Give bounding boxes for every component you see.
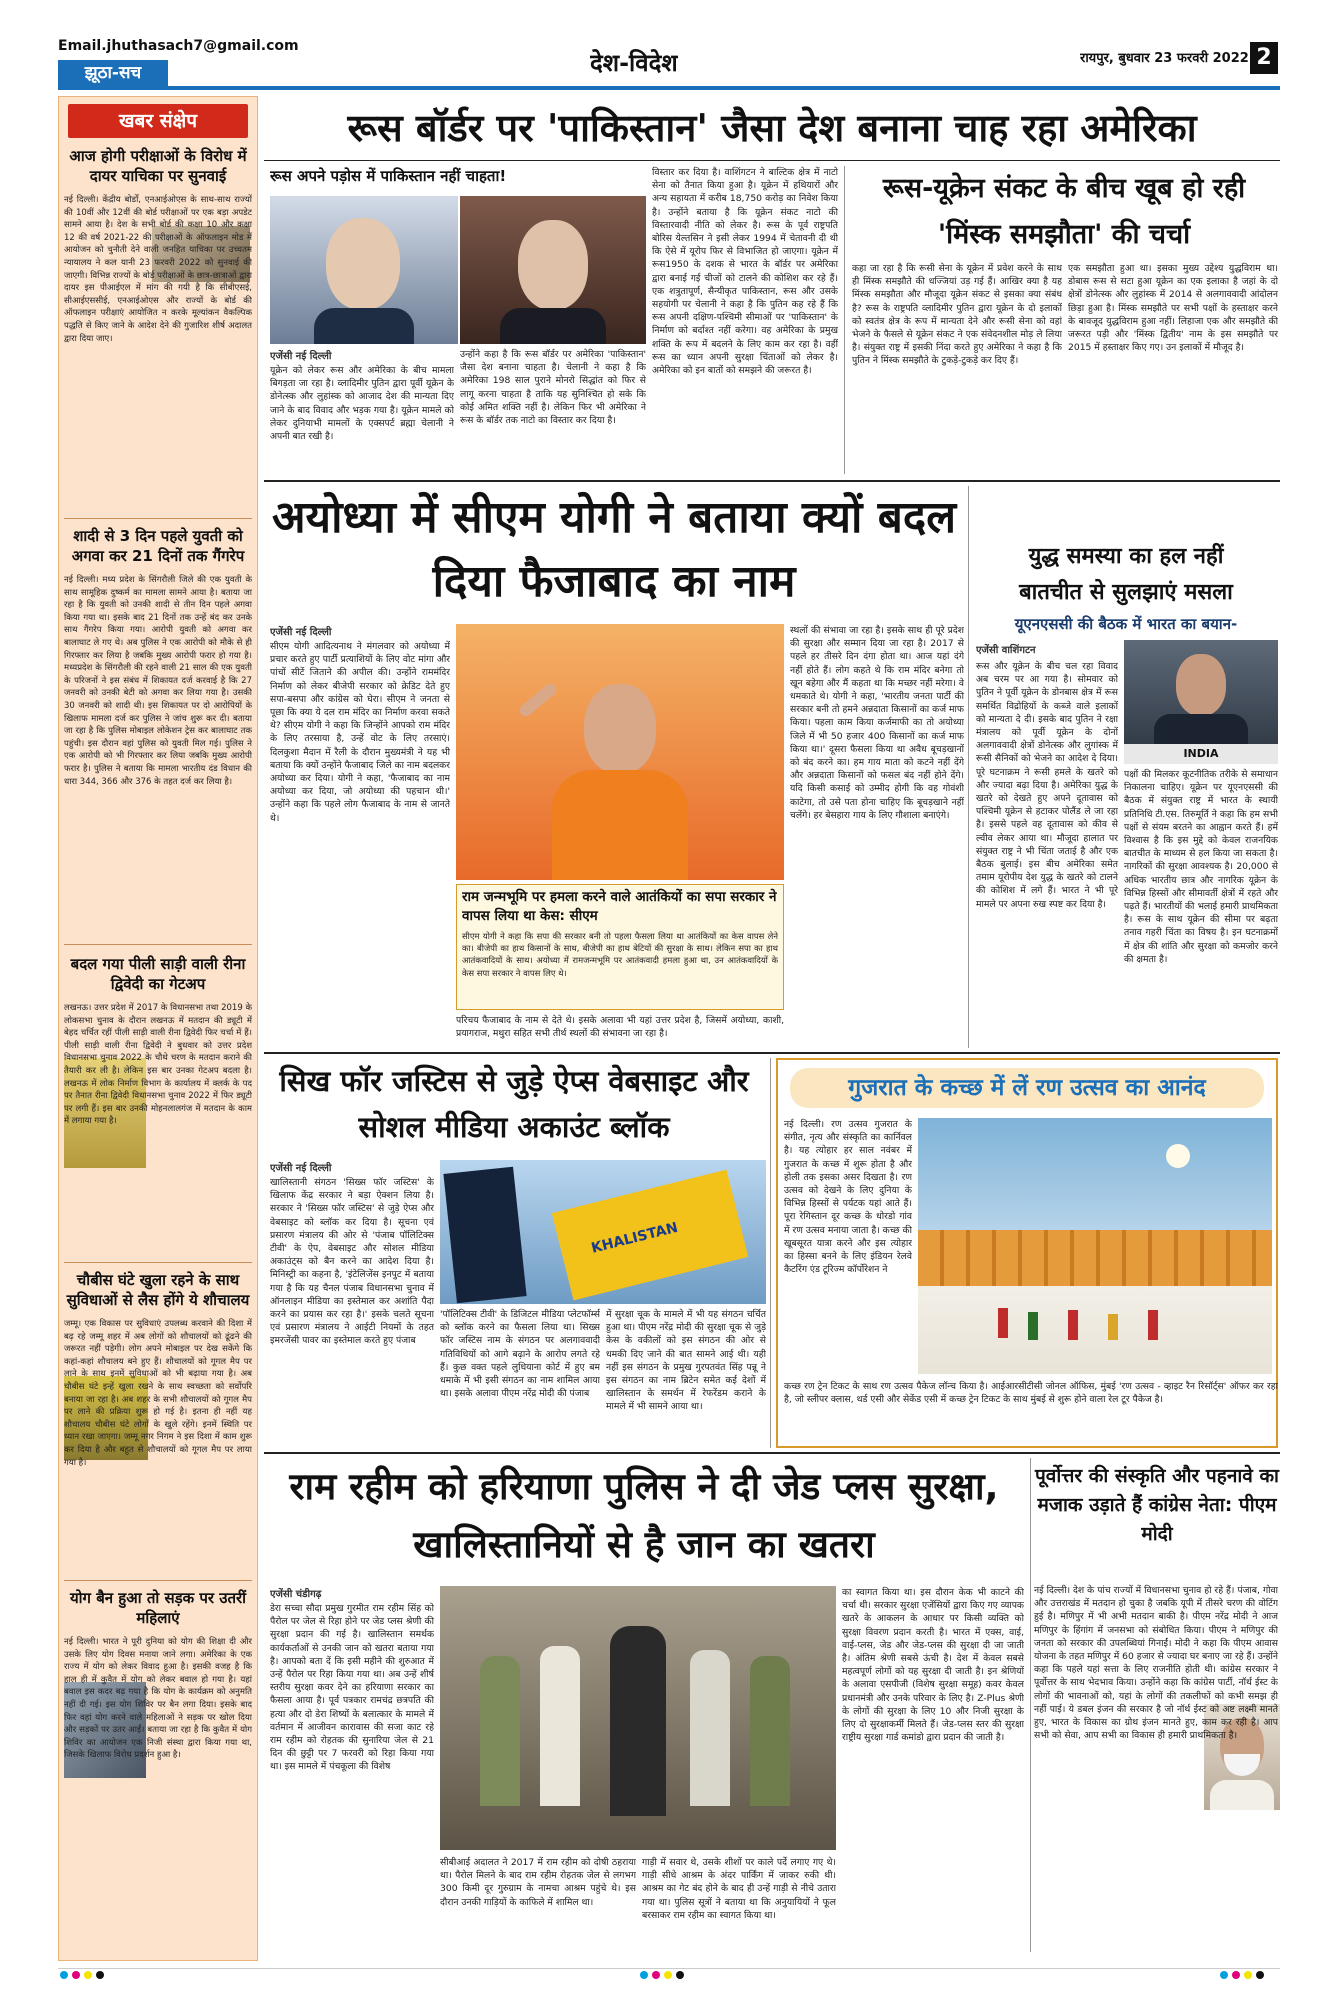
story-body: सीएम योगी आदित्यनाथ ने मंगलवार को अयोध्या में प्रचार करते हुए पार्टी प्रत्याशियों के लिए वोट मांगा और पांचों सीटें जिताने की अपील की। उन्होंने राममंदिर निर्माण को लेकर बीजेपी सरकार को क्रेडिट देते हुए सपा-बसपा और कांग्रेस को घेरा। सीएम ने जनता से पूछा कि क्या ये दल राम मंदिर का निर्माण करवा सकते थे? सीएम योगी ने कहा कि जिन्होंने आपको राम मंदिर के लिए तरसाया है, उन्हें वोट के लिए तरसाएं। दिलकुशा मैदान में रैली के दौरान मुख्यमंत्री ने यह भी बताया कि क्यों उन्होंने फैजाबाद जिले का नाम बदलकर अयोध्या कर दिया। योगी ने कहा, 'फैजाबाद का नाम अयोध्या कर दिया, जो अयोध्या की पहचान थी।' उन्होंने कहा कि पहले लोग फैजाबाद के नाम से जानते थे।	[270, 641, 450, 824]
issue-date: रायपुर, बुधवार 23 फरवरी 2022	[1080, 51, 1249, 66]
war-headline-line1: युद्ध समस्या का हल नहीं	[1028, 544, 1224, 569]
minsk-headline: रूस-यूक्रेन संकट के बीच खूब हो रही 'मिंस्क समझौता' की चर्चा	[882, 173, 1246, 250]
story-body: नई दिल्ली। रण उत्सव गुजरात के संगीत, नृत्य और संस्कृति का कार्निवल है। यह त्योहार हर साल नवंबर में गुजरात के कच्छ में शुरू होता है और होली तक इसका असर दिखता है। रण उत्सव को देखने के लिए दुनिया के विभिन्न हिस्सों से पर्यटक यहां आते हैं। पूरा रेगिस्तान दूर कच्छ के धोरडो गांव में रण उत्सव मनाया जाता है। कच्छ की खूबसूरत यात्रा करने और इस त्योहार का हिस्सा बनने के लिए इंडियन रेलवे कैटरिंग एंड टूरिज्म कॉर्पोरेशन ने	[784, 1119, 912, 1276]
story-body: एक समझौता हुआ था। इसका मुख्य उद्देश्य युद्धविराम था। डोबास रूस से सटा हुआ यूक्रेन का एक इलाका है जहां के दो क्षेत्रों डोनेत्स्क और लुहांस्क में 2014 से अलगाववादी आंदोलन छिड़ा हुआ है। मिंस्क समझौते पर सभी पक्षों के हस्ताक्षर करने के बावजूद युद्धविराम हुआ नहीं। लिहाजा एक और समझौते की जरूरत पड़ी और 'मिंस्क द्वितीय' नाम के इस समझौते पर 2015 में हस्ताक्षर किए गए। उन इलाकों में मौजूद है।	[1068, 263, 1278, 354]
story-body: कहा जा रहा है कि रूसी सेना के यूक्रेन में प्रवेश करने के साथ ही मिंस्क समझौते की धज्जियां उड़ गई हैं। आखिर क्या है यह मिंस्क समझौता और मौजूदा यूक्रेन संकट से इसका क्या संबंध है? रूस के राष्ट्रपति व्लादिमीर पुतिन द्वारा यूक्रेन के दो इलाकों को स्वतंत्र क्षेत्र के रूप में मान्यता देने और रूसी सेना को वहां भेजने के फैसले से यूक्रेन संकट ने एक संवेदनशील मोड़ ले लिया है। संयुक्त राष्ट्र में इसकी निंदा करते हुए अमेरिका ने कहा है कि पुतिन ने मिंस्क समझौते के टुकड़े-टुकड़े कर दिए हैं।	[852, 263, 1062, 367]
print-registration-bar	[58, 1960, 1280, 1984]
story-body: पक्षों की मिलकर कूटनीतिक तरीके से समाधान निकालना चाहिए। यूक्रेन पर यूएनएससी की बैठक में संयुक्त राष्ट्र में भारत के स्थायी प्रतिनिधि टी.एस. तिरुमूर्ति ने कहा कि हम सभी पक्षों से संयम बरतने का आह्वान करते हैं। हमें विश्वास है कि इस मुद्दे को केवल राजनयिक बातचीत के माध्यम से हल किया जा सकता है। नागरिकों की सुरक्षा आवश्यक है। 20,000 से अधिक भारतीय छात्र और नागरिक यूक्रेन के विभिन्न हिस्सों और सीमावर्ती क्षेत्रों में रहते और पढ़ते हैं। भारतीयों की भलाई हमारी प्राथमिकता है। रूस के साथ यूक्रेन की सीमा पर बढ़ता तनाव गहरी चिंता का विषय है। इन घटनाक्रमों में क्षेत्र की शांति और सुरक्षा को कमजोर करने की क्षमता है।	[1124, 769, 1278, 965]
story-body: 'पॉलिटिक्स टीवी' के डिजिटल मीडिया प्लेटफॉर्म्स को ब्लॉक करने का फैसला लिया था। सिख्स फॉर जस्टिस नाम के संगठन पर अलगाववादी गतिविधियों को आगे बढ़ाने के आरोप लगते रहे हैं। कुछ वक्त पहले लुधियाना कोर्ट में हुए बम धमाके में भी इसी संगठन का नाम शामिल आया था। इसके अलावा पीएम नरेंद्र मोदी की पंजाब	[440, 1309, 600, 1400]
header-rule	[58, 86, 1280, 90]
caption-headline: राम जन्मभूमि पर हमला करने वाले आतंकियों का सपा सरकार ने वापस लिया था केस: सीएम	[462, 889, 777, 924]
brief-body: जम्मू। एक विकास पर सुविधाएं उपलब्ध करवाने की दिशा में बढ़ रहे जम्मू शहर में अब लोगों को शौचालयों को ढूंढने की जरूरत नहीं पड़ेगी। लोग अपने मोबाइल पर देख सकेंगे कि कहां-कहां शौचालय बने हुए हैं। शौचालयों को गूगल मैप पर लाने के साथ इनमें सुविधाओं को भी बढ़ाया गया है। अब चौबीस घंटे इन्हें खुला रखने के साथ स्वच्छता को सर्वोपरि बनाया जा रहा है। अब शहर के सभी शौचालयों को गूगल मैप पर लाने की प्रक्रिया शुरू हो गई है। इतना ही नहीं यह शौचालय चौबीस घंटे लोगों के खुले रहेंगे। इनमें स्थिति पर ध्यान रखा जाएगा। जम्मू नगर निगम ने इस दिशा में काम शुरू कर दिया है और बहुत से शौचालयों को गूगल मैप पर लाया गया है।	[64, 1319, 252, 1468]
brief-headline: बदल गया पीली साड़ी वाली रीना द्विवेदी का गेटअप	[70, 955, 246, 993]
biden-photo	[270, 196, 458, 344]
column-rule	[1030, 1458, 1031, 1952]
brief-body: लखनऊ। उत्तर प्रदेश में 2017 के विधानसभा तथा 2019 के लोकसभा चुनाव के दौरान लखनऊ में मतदान की ड्यूटी में बेहद चर्चित रहीं पीली साड़ी वाली रीना द्विवेदी फिर चर्चा में हैं। पीली साड़ी वाली रीना द्विवेदी ने बुधवार को उत्तर प्रदेश विधानसभा चुनाव 2022 के चौथे चरण के मतदान कराने की तैयारी कर ली है। लेकिन इस बार उनका गेटअप बदला है। लखनऊ में लोक निर्माण विभाग के कार्यालय में क्लर्क के पद पर तैनात रीना द्विवेदी विधानसभा चुनाव 2022 में फिर ड्यूटी पर लगी हैं। इस बार उनकी मोहनलालगंज में मतदान के काम में लगाया गया है।	[64, 1003, 252, 1127]
story-body: सीबीआई अदालत ने 2017 में राम रहीम को दोषी ठहराया था। पैरोल मिलने के बाद राम रहीम रोहतक जेल से लगभग 300 किमी दूर गुरुग्राम के नामचा आश्रम पहुंचे थे। इस दौरान उनकी गाड़ियों के काफिले में शामिल था।	[440, 1857, 636, 1908]
column-rule	[968, 486, 969, 1048]
brief-divider	[64, 518, 252, 519]
story-body: उन्होंने कहा है कि रूस बॉर्डर पर अमेरिका 'पाकिस्तान' जैसा देश बनाना चाहता है। चेलानी ने कहा है कि अमेरिका 198 साल पुराने मोनरो सिद्धांत को फिर से लागू करना चाहता है ताकि यह सुनिश्चित हो सके कि कोई अमित शक्ति नहीं है। लेकिन फिर भी अमेरिका ने रूस के बॉर्डर तक नाटो का विस्तार कर दिया है।	[460, 349, 646, 427]
story-body: डेरा सच्चा सौदा प्रमुख गुरमीत राम रहीम सिंह को पैरोल पर जेल से रिहा होने पर जेड प्लस श्रेणी की सुरक्षा प्रदान की गई है। खालिस्तान समर्थक कार्यकर्ताओं से उनकी जान को खतरा बताया गया है। आपको बता दें कि इसी महीने की शुरुआत में उन्हें पैरोल पर रिहा किया गया था। अब उन्हें शीर्ष स्तरीय सुरक्षा कवर देने का हरियाणा सरकार का फैसला आया है। पूर्व पत्रकार रामचंद्र छत्रपति की हत्या और दो डेरा शिष्यों के बलात्कार के मामले में वर्तमान में आजीवन कारावास की सजा काट रहे राम रहीम को रोहतक की सुनारिया जेल से 21 दिन की छुट्टी पर 7 फरवरी को रिहा किया गया था। इस मामले में पंचकूला की विशेष	[270, 1603, 434, 1773]
brief-body: नई दिल्ली। केंद्रीय बोर्डों, एनआईओएस के साथ-साथ राज्यों की 10वीं और 12वीं की बोर्ड परीक्षाओं पर एक बड़ा अपडेट सामने आया है। देश के सभी बोर्ड की कक्षा 10 और कक्षा 12 की वर्ष 2021-22 की परीक्षाओं के ऑफलाइन मोड में आयोजन को चुनौती देने वाली जनहित याचिका पर उच्चतम न्यायालय ने कल यानी 23 फरवरी 2022 को सुनवाई की जाएगी। विभिन्न राज्यों के बोर्ड परीक्षाओं के छात्र-छात्राओं द्वारा दायर इस पीआईएल में मांग की गयी है कि सीबीएसई, सीआईएससीई, एनआईओएस और राज्यों के बोर्ड की ऑफलाइन परीक्षाएं आयोजित न करके मूल्यांकन वैकल्पिक पद्धति से किए जाने के आदेश देने की गुजारिश शीर्ष अदालत द्वारा दिया जाए।	[64, 195, 252, 344]
story-body: स्थलों की संभावा जा रहा है। इसके साथ ही पूरे प्रदेश की सुरक्षा और सम्मान दिया जा रहा है। 2017 से पहले हर तीसरे दिन दंगा होता था। आज यहां दंगे नहीं होते हैं। लोग कहते थे कि राम मंदिर बनेगा तो खून बहेगा और मैं कहता था कि मच्छर नहीं मरेगा। वे धमकाते थे। योगी ने कहा, 'भारतीय जनता पार्टी की सरकार बनी तो हमने अन्नदाता किसानों का कर्ज माफ किया। पहला काम किया कर्जमाफी का तो अयोध्या जिले में भी 50 हजार 400 किसानों का कर्ज माफ किया था।' दूसरा फैसला किया था अवैध बूचड़खानों को बंद करने का। हम गाय माता को कटने नहीं देंगे और अन्नदाता किसानों को फसल बंद नहीं होने देंगे। यदि किसी कसाई को उम्मीद होगी कि वह गोवंशी काटेगा, तो उसे पता होना चाहिए कि बूचड़खाने नहीं चलेंगे। हर बेसहारा गाय के लिए गौशाला बनाएंगे।	[790, 625, 964, 821]
story-body: खालिस्तानी संगठन 'सिख्स फॉर जस्टिस' के खिलाफ केंद्र सरकार ने बड़ा ऐक्शन लिया है। सरकार ने 'सिख्स फॉर जस्टिस' से जुड़े ऐप्स और वेबसाइट को ब्लॉक कर दिया है। सूचना एवं प्रसारण मंत्रालय की ओर से 'पंजाब पॉलिटिक्स टीवी' के ऐप, वेबसाइट और सोशल मीडिया अकाउंट्स को बैन करने का आदेश दिया है। मिनिस्ट्री का कहना है, 'इंटेलिजेंस इनपुट में बताया गया है कि यह चैनल पंजाब विधानसभा चुनाव में ऑनलाइन मीडिया का इस्तेमाल कर अशांति पैदा करने का प्रयास कर रहा है।' इसके चलते सूचना एवं प्रसारण मंत्रालय ने आईटी नियमों के तहत इमरजेंसी पावर का इस्तेमाल करते हुए पंजाब	[270, 1177, 434, 1347]
story-byline: एजेंसी नई दिल्ली	[270, 351, 332, 362]
putin-photo	[460, 196, 646, 344]
publisher-email: Email.jhuthasach7@gmail.com	[58, 38, 299, 54]
story-kicker: रूस अपने पड़ोस में पाकिस्तान नहीं चाहता!	[270, 167, 507, 185]
brief-divider	[64, 944, 252, 945]
page-number: 2	[1250, 42, 1278, 74]
brief-body: नई दिल्ली। मध्य प्रदेश के सिंगरौली जिले की एक युवती के साथ सामूहिक दुष्कर्म का मामला सामने आया है। बताया जा रहा है कि युवती को उनकी शादी से तीन दिन पहले अगवा किया गया था। इसके बाद 21 दिनों तक उन्हें बंद कर उनके साथ गैंगरेप किया गया। आरोपी युवती को अगवा कर बालाघाट ले गए थे। अब पुलिस ने एक आरोपी को मौके से ही गिरफ्तार कर लिया है जबकि मुख्य आरोपी फरार हो गया है। मध्यप्रदेश के सिंगरौली की रहने वाली 21 साल की एक युवती के परिजनों ने इस संबंध में शिकायत दर्ज करवाई है कि 27 जनवरी को उनकी बेटी को अगवा कर लिया गया है। उसकी 30 जनवरी को शादी थी। इस शिकायत पर दो आरोपियों के खिलाफ मामला दर्ज कर पुलिस ने जांच शुरू कर दी। बताया जा रहा है कि पुलिस मोबाइल लोकेशन ट्रेस कर बालाघाट तक पहुंची। इस दौरान वहां पुलिस को युवती मिल गई। पुलिस ने एक आरोपी को भी गिरफ्तार कर लिया जबकि मुख्य आरोपी फरार है। पुलिस ने बताया कि मामला भारतीय दंड विधान की धारा 344, 366 और 376 के तहत दर्ज कर लिया है।	[64, 575, 252, 787]
story-byline: एजेंसी चंडीगढ़	[270, 1589, 322, 1600]
story-body: में सुरक्षा चूक के मामले में भी यह संगठन चर्चित हुआ था। पीएम नरेंद्र मोदी की सुरक्षा चूक से जुड़े केस के वकीलों को इस संगठन की ओर से धमकी दिए जाने की बात सामने आई थी। यही नहीं इस संगठन के प्रमुख गुरपतवंत सिंह पन्नू ने इस संगठन का नाम ब्रिटेन समेत कई देशों में खालिस्तान के समर्थन में रेफरेंडम कराने के मामले में भी सामने आया था।	[606, 1309, 766, 1413]
modi-headline: पूर्वोत्तर की संस्कृति और पहनावे का मजाक उड़ाते हैं कांग्रेस नेता: पीएम मोदी	[1035, 1465, 1279, 1545]
story-body: विस्तार कर दिया है। वाशिंगटन ने बाल्टिक क्षेत्र में नाटो सेना को तैनात किया हुआ है। यूक्रेन में हथियारों और अन्य सहायता में करीब 18,750 करोड़ का निवेश किया है। उन्होंने बताया है कि यूक्रेन संकट नाटो की विस्तारवादी नीति को लेकर है। रूस के पूर्व राष्ट्रपति बोरिस येल्तसिन ने इसी लेकर 1994 में चेतावनी दी थी कि ऐसे में यूरोप फिर से विभाजित हो जाएगा। यूक्रेन में रूस1950 के दशक से भारत के बॉर्डर पर अमेरिका द्वारा बनाई गई चीजों को टालने की कोशिश कर रहे हैं। एक शत्रुतापूर्ण, सैन्यीकृत पाकिस्तान, रूस और उसके सहयोगी पर चेलानी ने कहा है कि पुतिन कह रहे हैं कि रूस अपनी दक्षिण-पश्चिमी सीमाओं पर 'पाकिस्तान' के निर्माण को बर्दाश्त नहीं करेगा। वह अमेरिका के प्रमुख शक्ति के रूप में बदलने के लिए काम कर रहा है। वहीं रूस का ध्यान अपनी सुरक्षा चिंताओं को लेकर है। अमेरिका को इन बातों को समझने की जरूरत है।	[652, 167, 838, 377]
sidebar-title: खबर संक्षेप	[68, 104, 248, 138]
brief-headline: योग बैन हुआ तो सड़क पर उतरीं महिलाएं	[69, 1589, 247, 1627]
brief-body: नई दिल्ली। भारत ने पूरी दुनिया को योग की शिक्षा दी और उसके लिए योग दिवस मनाया जाने लगा। अमेरिका के एक राज्य में योग को लेकर विवाद हुआ है। इसकी वजह है कि हाल ही में कुवैत में योग को लेकर बवाल हो गया है। यहां बवाल इस कदर बढ़ गया है कि योग के कार्यक्रम को अनुमति नहीं दी गई। इस योग शिविर पर बैन लगा दिया। इसके बाद फिर वहां योग करने वाले महिलाओं ने सड़क पर खोल दिया और सड़कों पर उतर आईं। बताया जा रहा है कि कुवैत में योग शिविर का आयोजन एक निजी संस्था द्वारा किया गया था, जिसके खिलाफ विरोध प्रदर्शन हुआ है।	[64, 1637, 252, 1761]
section-rule	[264, 1452, 1280, 1454]
column-rule	[770, 1058, 771, 1448]
story-body: का स्वागत किया था। इस दौरान केक भी काटने की चर्चा थी। सरकार सुरक्षा एजेंसियों द्वारा किए गए व्यापक खतरे के आकलन के आधार पर किसी व्यक्ति को सुरक्षा विवरण प्रदान करती है। भारत में एक्स, वाई, वाई-प्लस, जेड और जेड-प्लस की सुरक्षा दी जा जाती है। अंतिम श्रेणी सबसे ऊंची है। देश में केवल सबसे महत्वपूर्ण लोगों को यह सुरक्षा दी जाती है। इन श्रेणियों के अलावा एसपीजी (विशेष सुरक्षा समूह) कवर केवल प्रधानमंत्री और उनके परिवार के लिए है। Z-Plus श्रेणी के लोगों की सुरक्षा के लिए 10 और निजी सुरक्षा के लिए दो सुरक्षाकर्मी मिलते हैं। जेड-प्लस स्तर की सुरक्षा राष्ट्रीय सुरक्षा गार्ड कमांडो द्वारा प्रदान की जाती है।	[842, 1587, 1024, 1744]
ram-rahim-photo	[440, 1586, 836, 1850]
story-body: परिचय फैजाबाद के नाम से देते थे। इसके अलावा भी यहां उत्तर प्रदेश है, जिसमें अयोध्या, काशी, प्रयागराज, मथुरा सहित सभी तीर्थ स्थलों की संभावना जा रहा है।	[456, 1015, 784, 1040]
brief-headline: चौबीस घंटे खुला रहने के साथ सुविधाओं से लैस होंगे ये शौचालय	[66, 1271, 250, 1309]
khalistan-flag-photo	[440, 1160, 766, 1304]
section-rule	[264, 1052, 1280, 1054]
brief-divider	[64, 1262, 252, 1263]
story-body: यूक्रेन को लेकर रूस और अमेरिका के बीच मामला बिगड़ता जा रहा है। व्लादिमीर पुतिन द्वारा पूर्वी यूक्रेन के डोनेत्स्क और लुहांस्क को आजाद देश की मान्यता दिए जाने के बाद विवाद और भड़क गया है। यूक्रेन मामले को लेकर दुनियाभी मामलों के एक्सपर्ट ब्रह्मा चेलानी ने अपनी बात रखी है।	[270, 365, 454, 443]
rann-headline: गुजरात के कच्छ में लें रण उत्सव का आनंद	[790, 1068, 1264, 1108]
story-body: गाड़ी में सवार थे, उसके शीशों पर काले पर्दे लगाए गए थे। गाड़ी सीधे आश्रम के अंदर पार्किंग में जाकर रुकी थी। आश्रम का गेट बंद होने के बाद ही उन्हें गाड़ी से नीचे उतारा गया था। पुलिस सूत्रों ने बताया था कि अनुयायियों ने फूल बरसाकर राम रहीम का स्वागत किया था।	[642, 1857, 836, 1921]
caption-body: सीएम योगी ने कहा कि सपा की सरकार बनी तो पहला फैसला लिया था आतंकियों का केस वापस लेने का। बीजेपी का हाथ किसानों के साथ, बीजेपी का हाथ बेटियों की सुरक्षा के साथ। लेकिन सपा का हाथ आतंकवादियों के साथ। अयोध्या में रामजन्मभूमि पर आतंकवादी हमला हुआ था, उन आतंकवादियों के केस सपा सरकार ने वापस लिए थे।	[462, 931, 778, 978]
lead-headline: रूस बॉर्डर पर 'पाकिस्तान' जैसा देश बनाना चाह रहा अमेरिका	[347, 106, 1197, 150]
story-body: रूस और यूक्रेन के बीच चल रहा विवाद अब चरम पर आ गया है। सोमवार को पुतिन ने पूर्वी यूक्रेन के डोनबास क्षेत्र में रूस समर्थित विद्रोहियों के कब्जे वाले इलाकों को मान्यता दे दी। इसके बाद पुतिन ने रक्षा मंत्रालय को पूर्वी यूक्रेन के दोनों अलगाववादी क्षेत्रों डोनेत्स्क और लुगांस्क में रूसी सैनिकों को भेजने का आदेश दे दिया। पूरे घटनाक्रम ने रूसी हमले के खतरे को और ज्यादा बढ़ा दिया है। अमेरिका युद्ध के खतरे को देखते हुए अपने दूतावास को पश्चिमी यूक्रेन से हटाकर पोलैंड ले जा रहा है। इससे पहले वह दूतावास को कीव से ल्वीव लेकर आया था। मौजूदा हालात पर संयुक्त राष्ट्र ने भी चिंता जताई है और एक बैठक बुलाई। इस बीच अमेरिका समेत तमाम यूरोपीय देश युद्ध के खतरे को टालने की कोशिश में लगे हैं। भारत ने भी पूरे मामले पर अपना रुख स्पष्ट कर दिया है।	[976, 661, 1118, 910]
story-byline: एजेंसी वाशिंगटन	[976, 645, 1036, 656]
ram-rahim-headline: राम रहीम को हरियाणा पुलिस ने दी जेड प्लस सुरक्षा, खालिस्तानियों से है जान का खतरा	[289, 1465, 999, 1566]
sfj-headline: सिख फॉर जस्टिस से जुड़े ऐप्स वेबसाइट और सोशल मीडिया अकाउंट ब्लॉक	[279, 1064, 749, 1144]
ayodhya-headline: अयोध्या में सीएम योगी ने बताया क्यों बदल दिया फैजाबाद का नाम	[271, 492, 957, 607]
rann-tents-photo	[918, 1118, 1272, 1374]
brief-headline: शादी से 3 दिन पहले युवती को अगवा कर 21 दिनों तक गैंगरेप	[71, 527, 245, 565]
brief-headline: आज होगी परीक्षाओं के विरोध में दायर याचिका पर सुनवाई	[69, 147, 247, 185]
column-rule	[844, 166, 845, 474]
flag-text: KHALISTAN	[589, 1219, 680, 1257]
section-rule	[264, 480, 1280, 482]
story-body: कच्छ रण ट्रेन टिकट के साथ रण उत्सव पैकेज लॉन्च किया है। आईआरसीटीसी जोनल ऑफिस, मुंबई 'रण उत्सव - व्हाइट रैन रिसॉर्ट्स' ऑफर कर रहा है, जो स्लीपर क्लास, थर्ड एसी और सेकेंड एसी में कच्छ ट्रेन टिकट के साथ मुंबई से शुरू होने वाला रेल टूर पैकेज है।	[784, 1381, 1278, 1406]
brief-divider	[64, 1580, 252, 1581]
headline-rule	[264, 160, 1280, 161]
newspaper-brand: झूठा-सच	[58, 60, 168, 86]
country-nameplate: INDIA	[1124, 744, 1278, 764]
story-byline: एजेंसी नई दिल्ली	[270, 627, 332, 638]
war-headline-line2: बातचीत से सुलझाएं मसला	[1019, 580, 1233, 605]
yogi-photo	[456, 624, 784, 880]
un-envoy-photo	[1124, 640, 1278, 764]
story-body: नई दिल्ली। देश के पांच राज्यों में विधानसभा चुनाव हो रहे हैं। पंजाब, गोवा और उत्तराखंड में मतदान हो चुका है जबकि यूपी में तीसरे चरण की वोटिंग हुई है। मणिपुर में भी अभी मतदान बाकी है। पीएम नरेंद्र मोदी ने आज मणिपुर के हिंगांग में जनसभा को संबोधित किया। पीएम ने मणिपुर की जनता को सरकार की उपलब्धियां गिनाईं। मोदी ने कहा कि पीएम आवास योजना के तहत मणिपुर में 60 हजार से ज्यादा घर बनाए जा रहे हैं। उन्होंने कहा कि पहले यहां सत्ता के लिए राजनीति होती थी। कांग्रेस सरकार ने पूर्वोत्तर के साथ भेदभाव किया। उन्होंने कहा कि कांग्रेस पार्टी, नॉर्थ ईस्ट के लोगों की भावनाओं को, यहां के लोगों की तकलीफों को कभी समझ ही नहीं पाई। ये डबल इंजन की सरकार है जो नॉर्थ ईस्ट को अष्ट लक्ष्मी मानते हुए, भारत के विकास का ग्रोथ इंजन मानते हुए, काम कर रही है। आप सभी को सेवा, आप सभी का विकास ही हमारी प्राथमिकता है।	[1034, 1585, 1278, 1742]
story-byline: एजेंसी नई दिल्ली	[270, 1163, 332, 1174]
war-subhead: यूएनएससी की बैठक में भारत का बयान-	[1014, 615, 1238, 633]
section-title: देश-विदेश	[590, 49, 678, 77]
